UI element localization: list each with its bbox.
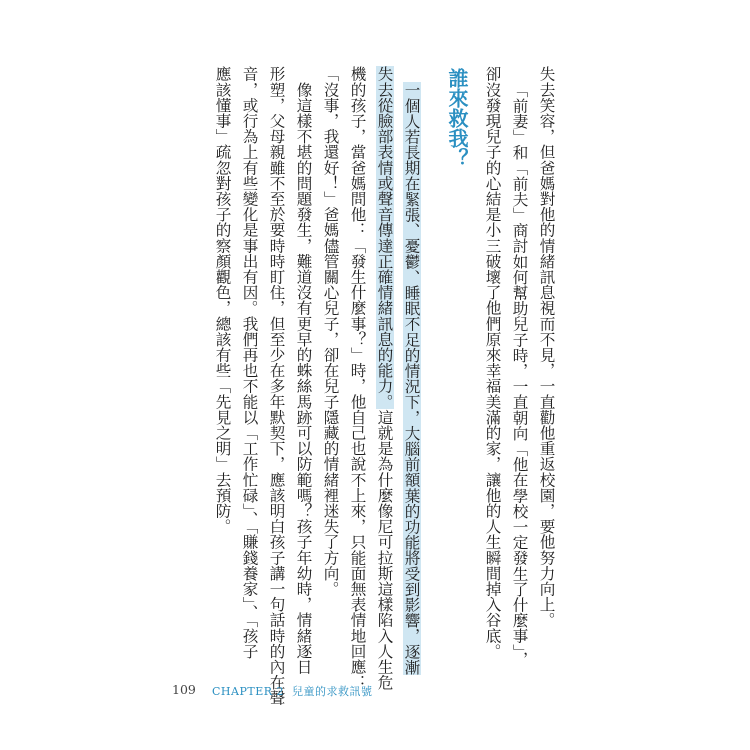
- body-column-1: 失去笑容，但爸媽對他的情緒訊息視而不見，一直勸他重返校園，要他努力向上。: [537, 66, 556, 628]
- plain-text: 這就是為什麼像尼可拉斯這樣陷入人生危: [375, 409, 394, 691]
- page-footer: [0, 682, 750, 702]
- highlighted-text: 失去從臉部表情或聲音傳達正確情緒訊息的能力。: [375, 66, 394, 410]
- section-column-6: 形塑，父母親雖不至於要時時盯住，但至少在多年默契下，應該明白孩子講一句話時的內在聲: [267, 66, 286, 706]
- section-column-2: [376, 66, 392, 690]
- section-column-7: 音，或行為上有些變化是事出有因。我們再也不能以「工作忙碌」、「賺錢養家」、「孩子: [240, 66, 259, 659]
- section-column-8: 應該懂事」疏忽對孩子的察顏觀色，總該有些「先見之明」去預防。: [213, 66, 232, 534]
- section-column-5: 像這樣不堪的問題發生，難道沒有更早的蛛絲馬跡可以防範嗎？孩子年幼時，情緒逐日: [294, 66, 313, 675]
- body-column-2: 「前妻」和「前夫」商討如何幫助兒子時，一直朝向「他在學校一定發生了什麼事」，: [510, 82, 529, 667]
- page-number: 109: [172, 682, 196, 697]
- chapter-label: CHAPTER 2: [212, 685, 284, 698]
- section-heading: 誰來救我？: [445, 68, 469, 168]
- chapter-title: 兒童的求救訊號: [292, 685, 373, 698]
- highlighted-text: 一個人若長期在緊張、憂鬱、睡眠不足的情況下，大腦前額葉的功能將受到影響，逐漸: [402, 82, 421, 675]
- section-column-4: 「沒事，我還好！」爸媽儘管關心兒子，卻在兒子隱藏的情緒裡迷失了方向。: [321, 66, 340, 597]
- chapter-info: [212, 683, 373, 699]
- section-column-1: [403, 82, 419, 675]
- section-column-3: 機的孩子，當爸媽問他：「發生什麼事？」時，他自己也說不上來，只能面無表情地回應：: [348, 66, 367, 690]
- body-column-3: 卻沒發現兒子的心結是小三破壞了他們原來幸福美滿的家，讓他的人生瞬間掉入谷底。: [483, 66, 502, 659]
